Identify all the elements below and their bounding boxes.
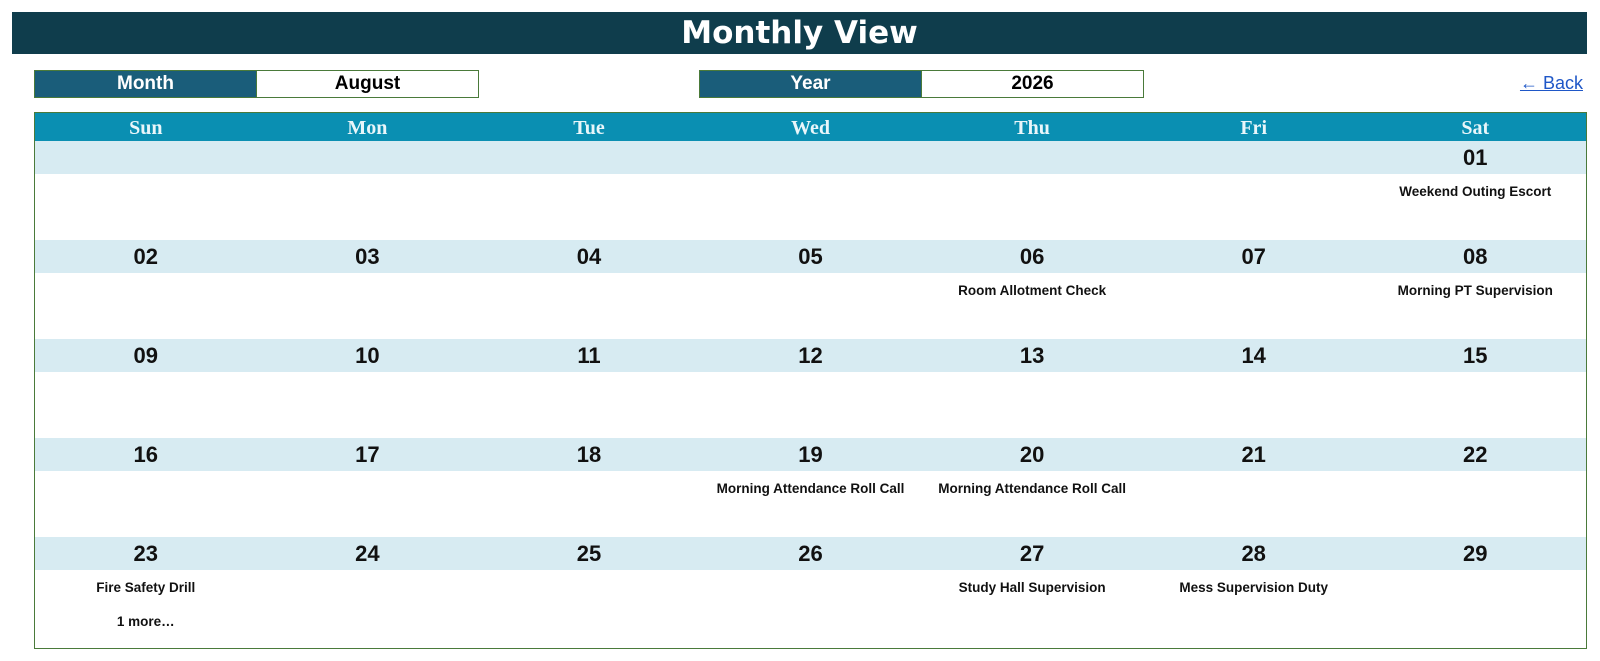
weekday-fri: Fri: [1240, 116, 1267, 139]
day-number[interactable]: 26: [798, 540, 823, 566]
day-events[interactable]: [257, 471, 479, 539]
year-label: Year: [699, 70, 922, 98]
month-select[interactable]: August: [256, 70, 479, 98]
day-events[interactable]: [35, 174, 257, 242]
day-events[interactable]: [700, 570, 922, 638]
day-number[interactable]: 21: [1241, 441, 1266, 467]
day-number[interactable]: 27: [1019, 540, 1045, 566]
date-band: [35, 537, 1586, 570]
day-number[interactable]: [478, 141, 700, 174]
day-events[interactable]: [257, 570, 479, 638]
day-events[interactable]: [1364, 570, 1586, 638]
day-events[interactable]: [257, 174, 479, 242]
event-area: [35, 273, 1586, 341]
day-number[interactable]: 14: [1241, 342, 1266, 368]
day-events[interactable]: [700, 372, 922, 440]
calendar-event[interactable]: Morning Attendance Roll Call: [716, 481, 905, 496]
calendar-event[interactable]: Mess Supervision Duty: [1179, 580, 1328, 595]
day-events[interactable]: [1364, 174, 1586, 242]
day-events[interactable]: [1143, 273, 1365, 341]
day-number[interactable]: 02: [133, 243, 159, 269]
event-area: [35, 570, 1586, 638]
day-number[interactable]: 08: [1463, 243, 1488, 269]
day-events[interactable]: [478, 372, 700, 440]
weekday-tue: Tue: [573, 116, 605, 139]
date-band: [35, 339, 1586, 372]
date-band: [35, 438, 1586, 471]
calendar-event[interactable]: Fire Safety Drill: [96, 580, 196, 595]
date-band: [35, 141, 1586, 174]
day-number[interactable]: 12: [798, 342, 823, 368]
day-number[interactable]: 29: [1463, 540, 1488, 566]
day-number[interactable]: 15: [1463, 342, 1488, 368]
week-row: [35, 537, 1586, 638]
day-events[interactable]: [35, 273, 257, 341]
day-events[interactable]: [921, 273, 1143, 341]
event-area: [35, 174, 1586, 242]
day-events[interactable]: [1143, 471, 1365, 539]
day-number[interactable]: 07: [1241, 243, 1266, 269]
day-number[interactable]: 05: [798, 243, 823, 269]
day-number[interactable]: 10: [355, 342, 380, 368]
weekday-header: [35, 113, 1586, 143]
day-number[interactable]: 23: [133, 540, 159, 566]
event-area: [35, 471, 1586, 539]
day-number[interactable]: 17: [355, 441, 380, 467]
day-events[interactable]: [257, 273, 479, 341]
day-events[interactable]: [700, 174, 922, 242]
weekday-sun: Sun: [129, 116, 163, 139]
calendar-grid: [34, 112, 1587, 649]
day-events[interactable]: [1364, 471, 1586, 539]
month-label: Month: [34, 70, 257, 98]
day-number[interactable]: 19: [798, 441, 823, 467]
day-events[interactable]: [1364, 273, 1586, 341]
day-number[interactable]: 06: [1019, 243, 1045, 269]
day-events[interactable]: [921, 372, 1143, 440]
day-events[interactable]: [700, 273, 922, 341]
day-number[interactable]: 25: [576, 540, 602, 566]
event-area: [35, 372, 1586, 440]
day-number[interactable]: [35, 141, 257, 174]
calendar-event[interactable]: Morning PT Supervision: [1397, 283, 1553, 298]
day-number[interactable]: 13: [1019, 342, 1045, 368]
day-number[interactable]: 18: [576, 441, 602, 467]
day-number[interactable]: [921, 141, 1143, 174]
day-events[interactable]: [921, 174, 1143, 242]
day-events[interactable]: [700, 471, 922, 539]
week-row: [35, 339, 1586, 440]
day-number[interactable]: 24: [355, 540, 380, 566]
day-number[interactable]: 16: [133, 441, 159, 467]
week-row: [35, 438, 1586, 539]
calendar-event[interactable]: Study Hall Supervision: [958, 580, 1106, 595]
day-number[interactable]: 09: [133, 342, 159, 368]
page-title: Monthly View: [12, 12, 1587, 54]
back-link[interactable]: ← Back: [1519, 73, 1583, 93]
day-events[interactable]: [1143, 570, 1365, 638]
weekday-mon: Mon: [347, 116, 388, 139]
day-events[interactable]: [478, 174, 700, 242]
day-number[interactable]: 11: [577, 342, 601, 368]
week-row: [35, 240, 1586, 341]
day-events[interactable]: [35, 570, 257, 638]
day-events[interactable]: [921, 471, 1143, 539]
day-number[interactable]: 03: [355, 243, 380, 269]
day-events[interactable]: [1143, 174, 1365, 242]
day-number[interactable]: [257, 141, 479, 174]
weekday-sat: Sat: [1461, 116, 1490, 139]
day-events[interactable]: [478, 471, 700, 539]
day-number[interactable]: 01: [1463, 144, 1488, 170]
day-number[interactable]: 04: [576, 243, 602, 269]
day-events[interactable]: [478, 570, 700, 638]
weekday-thu: Thu: [1014, 116, 1050, 139]
day-events[interactable]: [35, 372, 257, 440]
day-events[interactable]: [921, 570, 1143, 638]
day-events[interactable]: [1143, 372, 1365, 440]
day-number[interactable]: [700, 141, 922, 174]
calendar-event[interactable]: Weekend Outing Escort: [1399, 184, 1552, 199]
day-events[interactable]: [35, 471, 257, 539]
weekday-wed: Wed: [791, 116, 830, 139]
date-band: [35, 240, 1586, 273]
day-number[interactable]: [1143, 141, 1365, 174]
calendar-event[interactable]: Room Allotment Check: [958, 283, 1107, 298]
year-select[interactable]: 2026: [921, 70, 1144, 98]
day-events[interactable]: [478, 273, 700, 341]
day-events[interactable]: [1364, 372, 1586, 440]
day-number[interactable]: 28: [1241, 540, 1266, 566]
calendar-event[interactable]: Morning Attendance Roll Call: [938, 481, 1126, 496]
day-number[interactable]: 22: [1463, 441, 1488, 467]
day-number[interactable]: 20: [1019, 441, 1045, 467]
day-events[interactable]: [257, 372, 479, 440]
week-row: [35, 141, 1586, 242]
more-events-link[interactable]: 1 more…: [116, 614, 175, 629]
